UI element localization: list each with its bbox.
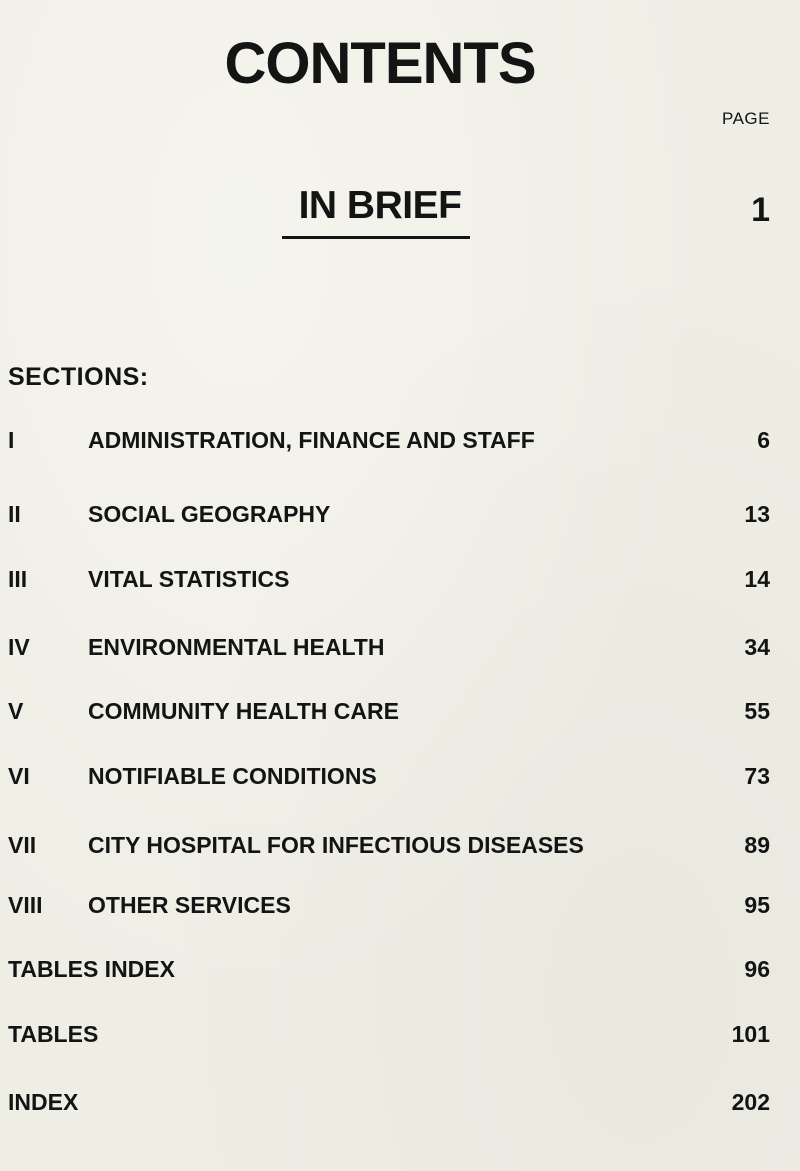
section-title: NOTIFIABLE CONDITIONS (88, 763, 377, 789)
section-page-number: 14 (744, 566, 770, 592)
in-brief-heading: IN BRIEF (298, 184, 462, 227)
section-number: VII (8, 832, 37, 858)
tables-page-number: 101 (731, 1021, 770, 1047)
section-page-number: 6 (757, 427, 770, 453)
section-number: V (8, 698, 24, 724)
section-number: IV (8, 634, 30, 660)
section-page-number: 55 (744, 698, 770, 724)
section-title: COMMUNITY HEALTH CARE (88, 698, 399, 724)
section-title: ENVIRONMENTAL HEALTH (88, 634, 385, 660)
section-page-number: 73 (744, 763, 770, 789)
section-number: III (8, 566, 28, 592)
section-page-number: 95 (744, 892, 770, 918)
section-title: SOCIAL GEOGRAPHY (88, 501, 331, 527)
sections-label: SECTIONS: (8, 363, 149, 391)
index-entry: INDEX (8, 1089, 79, 1115)
section-page-number: 13 (744, 501, 770, 527)
tables-entry: TABLES (8, 1021, 99, 1047)
tables-index-entry: TABLES INDEX (8, 956, 175, 982)
page-title: CONTENTS (224, 31, 536, 96)
section-number: VIII (8, 892, 43, 918)
section-title: VITAL STATISTICS (88, 566, 290, 592)
section-page-number: 89 (744, 832, 770, 858)
in-brief-underline (282, 236, 470, 239)
page-column-header: PAGE (722, 109, 770, 128)
section-number: II (8, 501, 21, 527)
tables-index-page-number: 96 (744, 956, 770, 982)
section-number: VI (8, 763, 30, 789)
section-title: OTHER SERVICES (88, 892, 291, 918)
section-number: I (8, 427, 15, 453)
section-title: CITY HOSPITAL FOR INFECTIOUS DISEASES (88, 832, 584, 858)
section-title: ADMINISTRATION, FINANCE AND STAFF (88, 427, 535, 453)
index-page-number: 202 (731, 1089, 770, 1115)
section-page-number: 34 (744, 634, 770, 660)
in-brief-page-number: 1 (751, 191, 770, 229)
